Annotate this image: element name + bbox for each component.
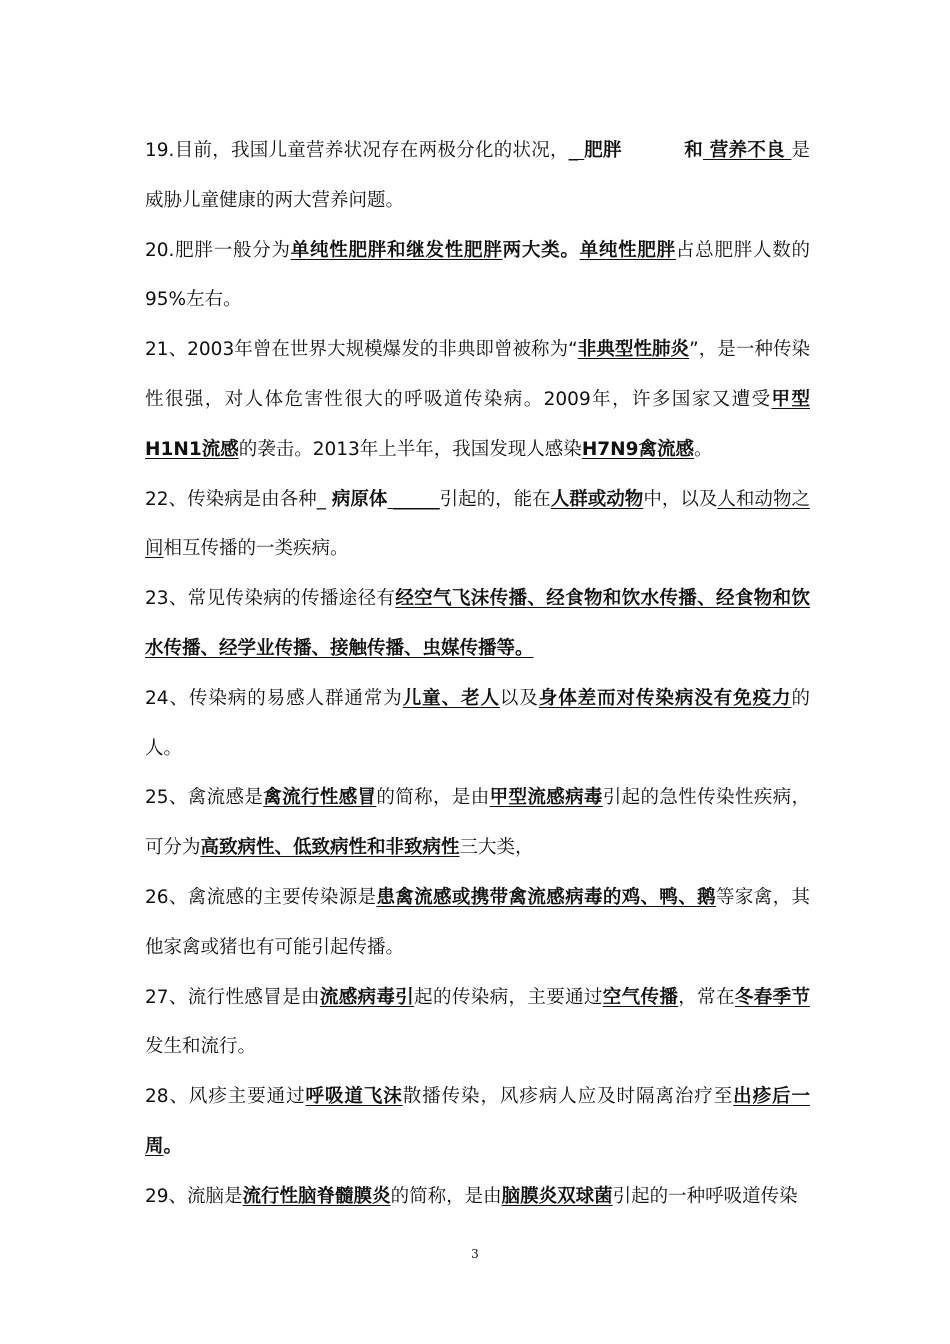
body-text: 是威胁儿童健康的两大营养问题。 — [145, 140, 810, 211]
body-text: 23、常见传染病的传播途径有 — [145, 588, 396, 610]
question-item — [145, 226, 810, 326]
emphasis-text: 病原体 — [331, 488, 388, 510]
emphasis-text: 和 — [684, 140, 703, 161]
body-text: 25、禽流感是 — [145, 787, 264, 809]
body-text: 20.肥胖一般分为 — [145, 239, 291, 261]
body-text: 三大类， — [459, 837, 534, 859]
body-text: 的袭击。2013年上半年，我国发现人感染 — [238, 438, 582, 460]
body-text — [622, 140, 684, 161]
body-text: 的简称，是由 — [376, 787, 490, 809]
answer-blank-text: 甲型流感病毒 — [489, 787, 603, 809]
answer-blank-text: 经空气飞沫传播、经食物和饮水传播、经食物和饮水传播、经学业传播、接触传播、虫媒传播等。 — [145, 588, 810, 659]
body-text: 引起的急性传染性疾病，可分为 — [145, 787, 810, 859]
answer-blank-text: 营养不良 — [702, 140, 792, 161]
question-item — [145, 773, 810, 873]
body-text: 引起的一种呼吸道传染 — [612, 1185, 798, 1207]
answer-blank-text: 单纯性肥胖 — [579, 239, 676, 261]
document-body — [145, 126, 810, 1222]
question-item — [145, 1072, 810, 1172]
answer-blank-text: 非典型性肺炎 — [577, 339, 690, 361]
question-item — [145, 873, 810, 973]
body-text: 24、传染病的易感人群通常为 — [145, 687, 403, 709]
answer-blank-text: 身体差而对传染病没有免疫力 — [538, 687, 792, 709]
page-number: 3 — [471, 1247, 479, 1261]
body-text: 的简称，是由 — [390, 1185, 502, 1207]
body-text: 29、流脑是 — [145, 1185, 243, 1207]
question-item — [145, 574, 810, 674]
body-text: 19.目前，我国儿童营养状况存在两极分化的状况， — [145, 140, 569, 161]
body-text: 22、传染病是由各种_ — [145, 488, 332, 510]
body-text: 以及 — [499, 687, 539, 709]
emphasis-text: 。 — [163, 1135, 183, 1157]
answer-blank-text: _ — [568, 140, 585, 161]
body-text: 引起的，能在 — [439, 488, 551, 510]
body-text: 的人。 — [145, 687, 810, 759]
answer-blank-text: 甲型H1N1流感 — [145, 388, 810, 460]
question-item — [145, 973, 810, 1073]
question-item — [145, 126, 810, 226]
answer-blank-text: 人和动物之间 — [145, 488, 810, 560]
body-text: 占总肥胖人数的95%左右。 — [145, 239, 810, 311]
emphasis-text: 两大类。 — [502, 239, 580, 261]
answer-blank-text: H7N9禽流感 — [581, 438, 695, 460]
answer-blank-text: _____ — [387, 488, 440, 510]
body-text: 起的传染病，主要通过 — [414, 986, 603, 1008]
answer-blank-text: 禽流行性感冒 — [263, 787, 377, 809]
body-text: 中，以及 — [643, 488, 718, 510]
answer-blank-text: 空气传播 — [602, 986, 679, 1008]
body-text: ，常在 — [678, 986, 735, 1008]
body-text: 28、风疹主要通过 — [145, 1086, 306, 1108]
body-text: 26、禽流感的主要传染源是 — [145, 886, 377, 908]
answer-blank-text: 冬春季节 — [734, 986, 810, 1008]
body-text: 散播传染，风疹病人应及时隔离治疗至 — [402, 1086, 734, 1108]
answer-blank-text: 人群或动物 — [550, 488, 644, 510]
body-text: 。 — [694, 438, 713, 460]
question-item — [145, 475, 810, 575]
answer-blank-text: 高致病性、低致病性和非致病性 — [200, 837, 460, 859]
body-text: ”，是一种传染性很强，对人体危害性很大的呼吸道传染病。2009年，许多国家又遭受 — [145, 339, 810, 410]
answer-blank-text: 出疹后一周 — [145, 1086, 810, 1157]
body-text: 27、流行性感冒是由 — [145, 986, 320, 1008]
answer-blank-text: 单纯性肥胖和继发性肥胖 — [290, 239, 503, 261]
question-item — [145, 325, 810, 474]
body-text: 等家禽，其他家禽或猪也有可能引起传播。 — [145, 886, 810, 958]
body-text: 21、2003年曾在世界大规模爆发的非典即曾被称为“ — [145, 339, 578, 361]
body-text: 发生和流行。 — [145, 1036, 257, 1058]
answer-blank-text: 患禽流感或携带禽流感病毒的鸡、鸭、鹅 — [376, 886, 717, 908]
answer-blank-text: 流行性脑脊髓膜炎 — [242, 1185, 391, 1207]
question-item — [145, 674, 810, 774]
emphasis-text: 肥胖 — [584, 140, 622, 161]
answer-blank-text: 儿童、老人 — [402, 687, 500, 709]
answer-blank-text: 流感病毒引 — [319, 986, 415, 1008]
question-item — [145, 1172, 810, 1222]
answer-blank-text: 呼吸道飞沫 — [305, 1086, 403, 1108]
body-text: 相互传播的一类疾病。 — [163, 538, 349, 560]
answer-blank-text: 脑膜炎双球菌 — [501, 1185, 613, 1207]
